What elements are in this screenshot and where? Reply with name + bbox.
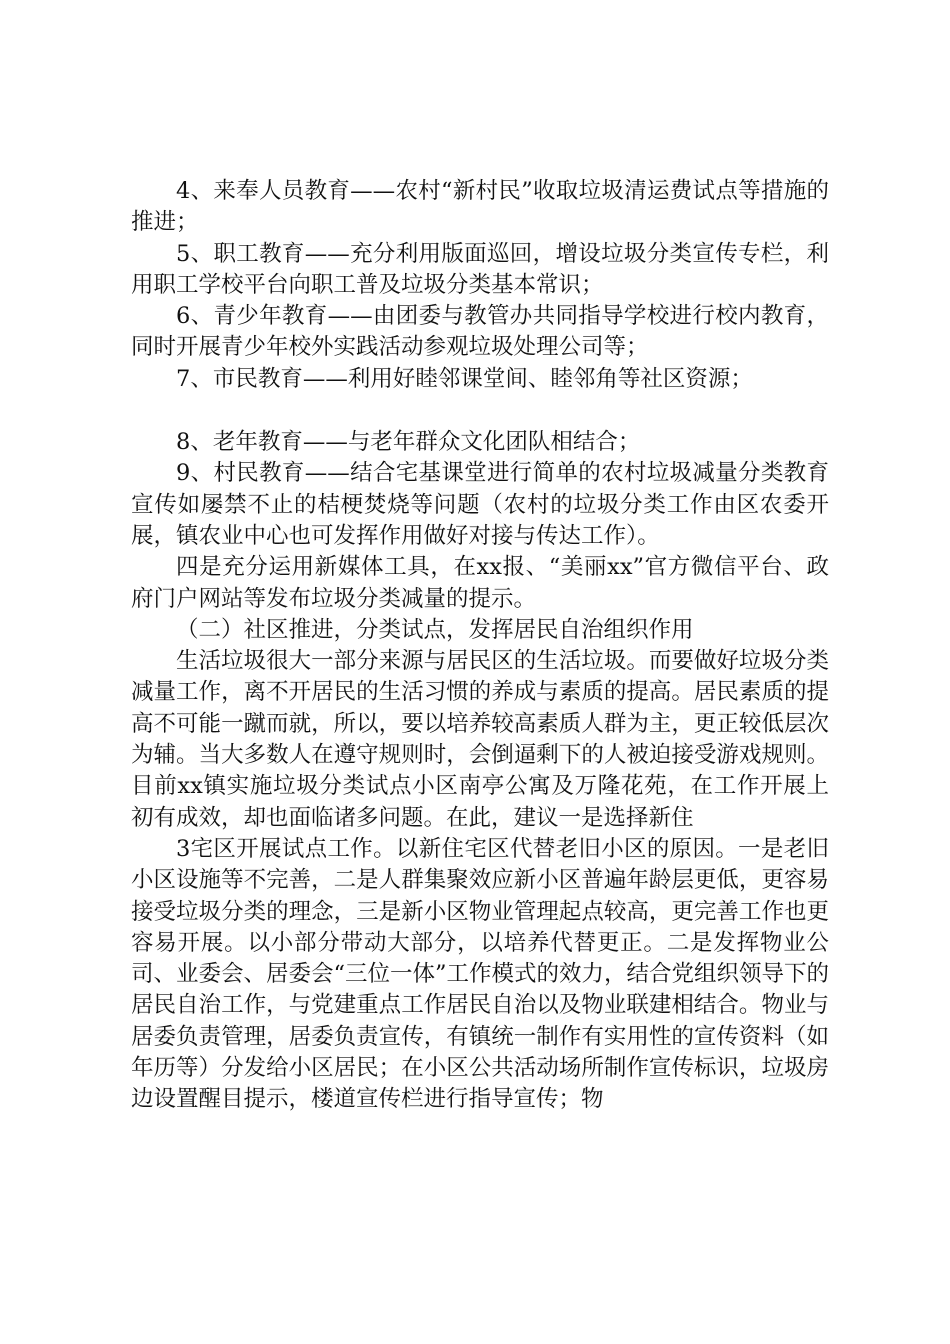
paragraph-item-9: 9、村民教育——结合宅基课堂进行简单的农村垃圾减量分类教育宣传如屡禁不止的桔梗焚烧等问题（农村的垃圾分类工作由区农委开展，镇农业中心也可发挥作用做好对接与传达工作）。 bbox=[131, 460, 829, 549]
section-heading: （二）社区推进，分类试点，发挥居民自治组织作用 bbox=[176, 616, 694, 643]
paragraph-new-media: 四是充分运用新媒体工具，在xx报、“美丽xx”官方微信平台、政府门户网站等发布垃圾分类减量的提示。 bbox=[131, 554, 829, 612]
paragraph-item-4: 4、来奉人员教育——农村“新村民”收取垃圾清运费试点等措施的推进； bbox=[131, 178, 829, 236]
paragraph-household-waste: 生活垃圾很大一部分来源与居民区的生活垃圾。而要做好垃圾分类减量工作，离不开居民的生活习惯的养成与素质的提高。居民素质的提高不可能一蹴而就，所以，要以培养较高素质人群为主，更正较低层次为辅。当大多数人在遵守规则时，会倒逼剩下的人被迫接受游戏规则。目前xx镇实施垃圾分类试点小区南亭公寓及万隆花苑，在工作开展上初有成效，却也面临诸多问题。在此，建议一是选择新住 bbox=[131, 648, 829, 831]
paragraph-item-6: 6、青少年教育——由团委与教管办共同指导学校进行校内教育，同时开展青少年校外实践活动参观垃圾处理公司等； bbox=[131, 303, 829, 361]
paragraph-pilot-work: 3宅区开展试点工作。以新住宅区代替老旧小区的原因。一是老旧小区设施等不完善，二是人群集聚效应新小区普遍年龄层更低，更容易接受垃圾分类的理念，三是新小区物业管理起点较高，更完善工作也更容易开展。以小部分带动大部分，以培养代替更正。二是发挥物业公司、业委会、居委会“三位一体”工作模式的效力，结合党组织领导下的居民自治工作，与党建重点工作居民自治以及物业联建相结合。物业与居委负责管理，居委负责宣传，有镇统一制作有实用性的宣传资料（如年历等）分发给小区居民；在小区公共活动场所制作宣传标识，垃圾房边设置醒目提示，楼道宣传栏进行指导宣传；物 bbox=[131, 835, 830, 1113]
document-body bbox=[131, 176, 829, 1116]
paragraph-spacer bbox=[131, 395, 829, 427]
paragraph-item-7: 7、市民教育——利用好睦邻课堂间、睦邻角等社区资源； bbox=[176, 365, 753, 392]
paragraph-item-5: 5、职工教育——充分利用版面巡回，增设垃圾分类宣传专栏，利用职工学校平台向职工普及垃圾分类基本常识； bbox=[131, 240, 829, 298]
paragraph-item-8: 8、老年教育——与老年群众文化团队相结合； bbox=[176, 429, 641, 456]
